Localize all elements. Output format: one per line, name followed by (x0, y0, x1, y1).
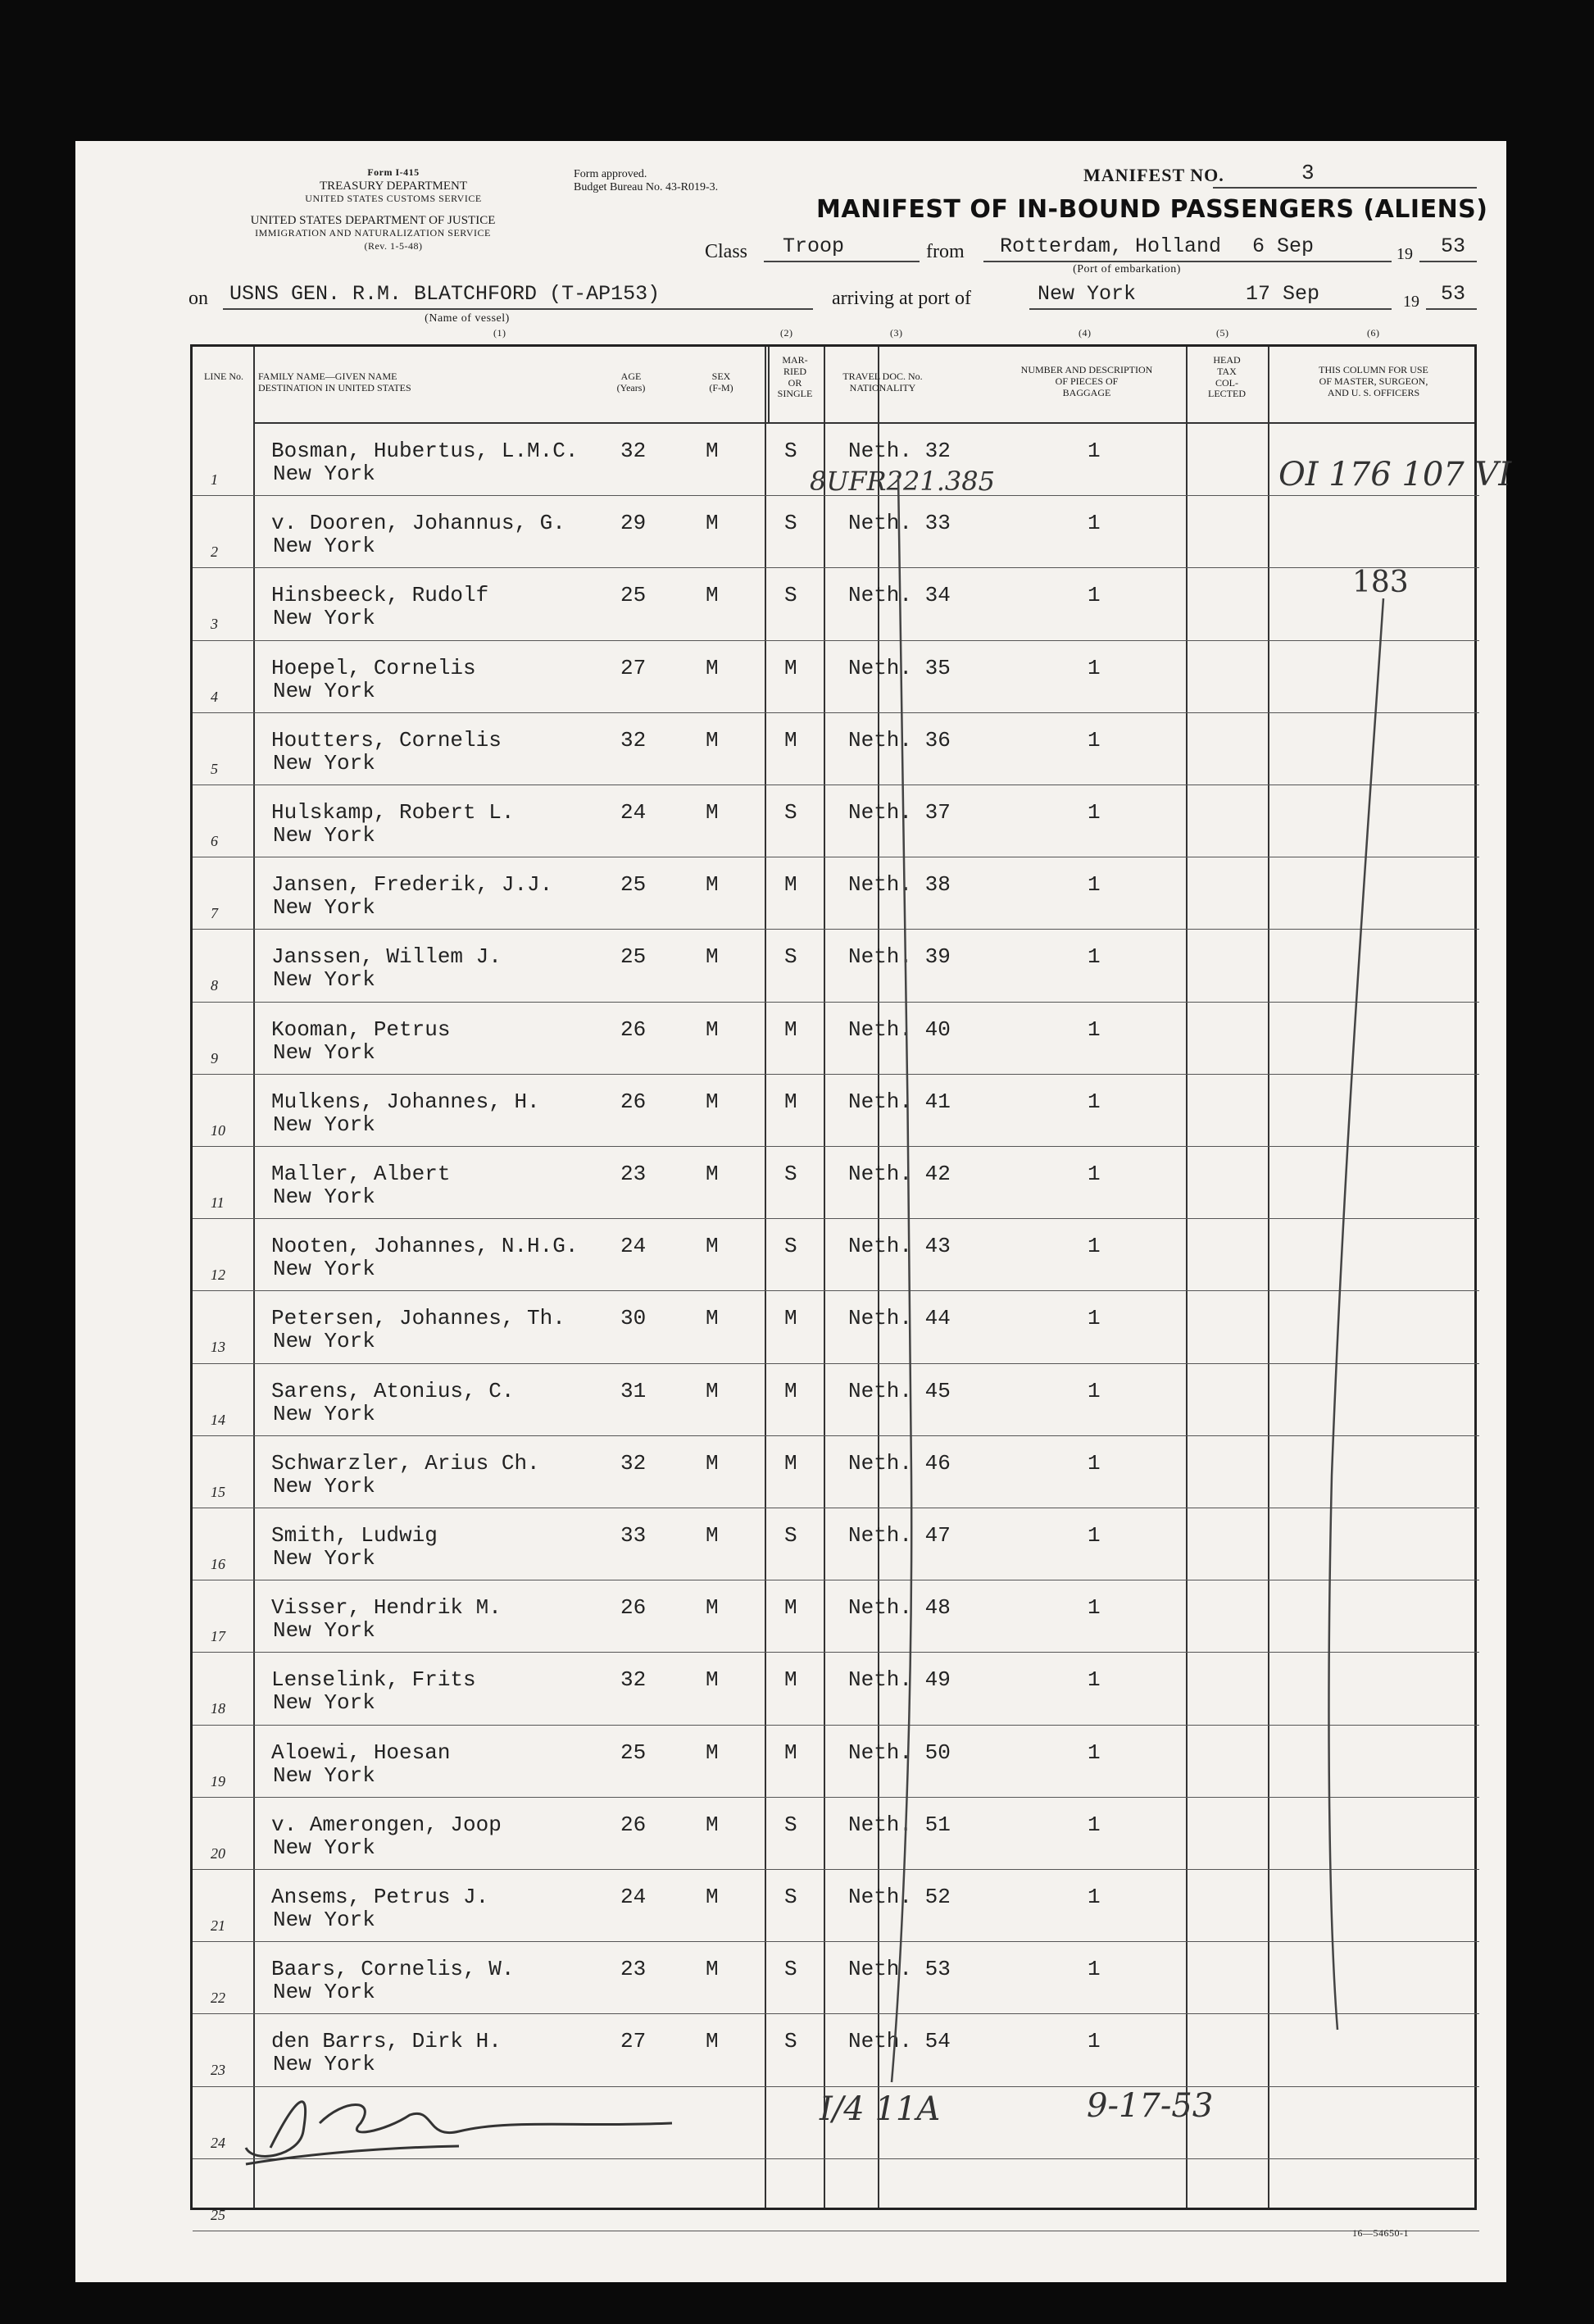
sex: M (706, 872, 719, 898)
immigration-service: IMMIGRATION AND NATURALIZATION SERVICE (255, 227, 491, 239)
table-row (193, 1870, 1479, 1942)
sex: M (706, 511, 719, 536)
destination: New York (273, 1039, 375, 1065)
table-row (193, 1726, 1479, 1798)
age: 25 (620, 1740, 647, 1765)
col-header-doc: TRAVEL DOC. No. NATIONALITY (842, 371, 923, 393)
destination: New York (273, 1401, 375, 1426)
marital-status: M (784, 872, 797, 898)
destination: New York (273, 1257, 375, 1282)
marital-status: M (784, 1667, 797, 1693)
handwritten-officer-number: 183 (1352, 566, 1409, 599)
arrival-year-line (1426, 308, 1477, 310)
baggage-count: 1 (1088, 2029, 1101, 2054)
from-label: from (926, 241, 965, 262)
passenger-name: Jansen, Frederik, J.J. (271, 872, 553, 898)
passenger-name: Kooman, Petrus (271, 1016, 451, 1042)
sex: M (706, 1812, 719, 1837)
passenger-name: Maller, Albert (271, 1162, 451, 1186)
travel-doc: Neth. 49 (848, 1667, 951, 1693)
arriving-label: arriving at port of (832, 288, 971, 309)
destination: New York (273, 1835, 375, 1860)
marital-status: M (784, 1450, 797, 1476)
passenger-name: Hinsbeeck, Rudolf (271, 583, 489, 608)
sex: M (706, 1162, 719, 1186)
line-number: 12 (211, 1267, 225, 1284)
table-row (193, 1508, 1479, 1580)
line-number: 5 (211, 760, 218, 777)
footer-code: 16—54650-1 (1352, 2227, 1409, 2239)
table-row (193, 641, 1479, 713)
travel-doc: Neth. 32 (848, 439, 951, 463)
line-number: 3 (211, 616, 218, 633)
age: 26 (620, 1016, 647, 1042)
baggage-count: 1 (1088, 727, 1101, 753)
table-row (193, 2014, 1479, 2086)
col-header-married: MAR- RIED OR SINGLE (777, 354, 813, 400)
line-number: 24 (211, 2134, 225, 2151)
on-label: on (188, 288, 208, 309)
marital-status: S (784, 944, 797, 970)
marital-status: S (784, 1523, 797, 1548)
destination: New York (273, 1473, 375, 1499)
from-year-line (1419, 261, 1477, 262)
line-number: 15 (211, 1483, 225, 1500)
age: 25 (620, 872, 647, 898)
sex: M (706, 1450, 719, 1476)
sex: M (706, 1667, 719, 1693)
destination: New York (273, 750, 375, 775)
col-num-6: (6) (1367, 327, 1380, 339)
arrival-year-prefix: 19 (1403, 293, 1419, 311)
travel-doc: Neth. 34 (848, 583, 951, 608)
age: 32 (620, 1667, 647, 1693)
travel-doc: Neth. 48 (848, 1595, 951, 1621)
col-header-age: AGE (Years) (616, 371, 646, 393)
page-title: MANIFEST OF IN-BOUND PASSENGERS (ALIENS) (816, 195, 1488, 224)
travel-doc: Neth. 54 (848, 2029, 951, 2054)
destination: New York (273, 534, 375, 559)
sex: M (706, 1306, 719, 1331)
baggage-count: 1 (1088, 1234, 1101, 1259)
age: 32 (620, 1450, 647, 1476)
baggage-count: 1 (1088, 1812, 1101, 1837)
sex: M (706, 583, 719, 608)
age: 32 (620, 439, 647, 463)
table-row (193, 857, 1479, 930)
sex: M (706, 1740, 719, 1765)
table-row (193, 1291, 1479, 1363)
col-header-officers: THIS COLUMN FOR USE OF MASTER, SURGEON, AND U. S. OFFICERS (1319, 364, 1428, 398)
passenger-name: Aloewi, Hoesan (271, 1740, 451, 1765)
baggage-count: 1 (1088, 1378, 1101, 1403)
col-header-baggage: NUMBER AND DESCRIPTION OF PIECES OF BAGGAGE (1020, 364, 1153, 398)
table-row (193, 713, 1479, 785)
line-number: 21 (211, 1917, 225, 1934)
vessel-line (223, 308, 813, 310)
arrival-year: 53 (1441, 282, 1466, 306)
baggage-count: 1 (1088, 1089, 1101, 1114)
travel-doc: Neth. 46 (848, 1450, 951, 1476)
marital-status: S (784, 2029, 797, 2054)
baggage-count: 1 (1088, 1957, 1101, 1982)
table-row (193, 1075, 1479, 1147)
from-year: 53 (1441, 234, 1466, 258)
travel-doc: Neth. 35 (848, 655, 951, 680)
sex: M (706, 1234, 719, 1259)
line-number: 1 (211, 471, 218, 488)
travel-doc: Neth. 43 (848, 1234, 951, 1259)
travel-doc: Neth. 51 (848, 1812, 951, 1837)
col-num-5: (5) (1216, 327, 1229, 339)
baggage-count: 1 (1088, 583, 1101, 608)
marital-status: M (784, 1306, 797, 1331)
vessel-name: USNS GEN. R.M. BLATCHFORD (T-AP153) (229, 282, 661, 306)
line-number: 16 (211, 1556, 225, 1572)
col-header-line: LINE No. (204, 371, 243, 382)
table-row (193, 2159, 1479, 2231)
baggage-count: 1 (1088, 1740, 1101, 1765)
table-row (193, 1003, 1479, 1075)
baggage-count: 1 (1088, 439, 1101, 463)
table-row (193, 568, 1479, 640)
sex: M (706, 1957, 719, 1982)
destination: New York (273, 606, 375, 631)
baggage-count: 1 (1088, 872, 1101, 898)
age: 24 (620, 1234, 647, 1259)
marital-status: M (784, 1378, 797, 1403)
destination: New York (273, 967, 375, 993)
passenger-name: den Barrs, Dirk H. (271, 2029, 502, 2054)
baggage-count: 1 (1088, 1667, 1101, 1693)
destination: New York (273, 1908, 375, 1932)
destination: New York (273, 1185, 375, 1209)
marital-status: M (784, 1016, 797, 1042)
age: 31 (620, 1378, 647, 1403)
marital-status: M (784, 1595, 797, 1621)
line-number: 25 (211, 2206, 225, 2223)
destination: New York (273, 2052, 375, 2077)
destination: New York (273, 678, 375, 703)
line-number: 23 (211, 2062, 225, 2079)
table-row (193, 930, 1479, 1002)
age: 29 (620, 511, 647, 536)
passenger-name: Schwarzler, Arius Ch. (271, 1450, 540, 1476)
passenger-name: Hoepel, Cornelis (271, 655, 476, 680)
age: 25 (620, 944, 647, 970)
col-num-4: (4) (1079, 327, 1092, 339)
handwritten-signature-note: I/4 11A (820, 2090, 941, 2128)
table-row (193, 1580, 1479, 1653)
passenger-name: Houtters, Cornelis (271, 727, 502, 753)
table-row (193, 1147, 1479, 1219)
marital-status: S (784, 1957, 797, 1982)
vessel-label: (Name of vessel) (425, 312, 510, 325)
table-row (193, 1436, 1479, 1508)
manifest-no-value: 3 (1301, 161, 1315, 185)
sex: M (706, 1523, 719, 1548)
col-header-tax: HEAD TAX COL- LECTED (1208, 354, 1246, 400)
age: 33 (620, 1523, 647, 1548)
handwritten-doc-number: 8UFR221.385 (810, 466, 995, 497)
table-row (193, 1798, 1479, 1870)
line-number: 7 (211, 905, 218, 922)
line-number: 2 (211, 543, 218, 561)
marital-status: S (784, 1885, 797, 1909)
line-number: 10 (211, 1121, 225, 1139)
sex: M (706, 1016, 719, 1042)
marital-status: S (784, 1162, 797, 1186)
col-num-2: (2) (780, 327, 793, 339)
travel-doc: Neth. 44 (848, 1306, 951, 1331)
age: 23 (620, 1162, 647, 1186)
passenger-name: Petersen, Johannes, Th. (271, 1306, 565, 1331)
class-line (764, 261, 920, 262)
passenger-table (190, 344, 1477, 2223)
table-row (193, 1219, 1479, 1291)
arrival-date: 17 Sep (1246, 282, 1320, 306)
marital-status: S (784, 583, 797, 608)
marital-status: M (784, 1089, 797, 1114)
sex: M (706, 655, 719, 680)
travel-doc: Neth. 39 (848, 944, 951, 970)
passenger-name: Ansems, Petrus J. (271, 1885, 489, 1909)
line-number: 11 (211, 1194, 225, 1211)
age: 25 (620, 583, 647, 608)
col-header-name: FAMILY NAME—GIVEN NAME DESTINATION IN UNITED STATES (258, 371, 411, 393)
arrival-line (1029, 308, 1392, 310)
travel-doc: Neth. 42 (848, 1162, 951, 1186)
line-number: 13 (211, 1339, 225, 1356)
travel-doc: Neth. 37 (848, 800, 951, 825)
marital-status: S (784, 800, 797, 825)
baggage-count: 1 (1088, 511, 1101, 536)
age: 24 (620, 800, 647, 825)
line-number: 19 (211, 1772, 225, 1790)
destination: New York (273, 1762, 375, 1788)
col-header-sex: SEX (F-M) (709, 371, 733, 393)
passenger-name: Nooten, Johannes, N.H.G. (271, 1234, 579, 1259)
manifest-no-label: MANIFEST NO. (1083, 165, 1224, 185)
age: 24 (620, 1885, 647, 1909)
travel-doc: Neth. 41 (848, 1089, 951, 1114)
destination: New York (273, 1690, 375, 1716)
line-number: 17 (211, 1628, 225, 1645)
marital-status: S (784, 511, 797, 536)
passenger-name: Janssen, Willem J. (271, 944, 502, 970)
marital-status: S (784, 439, 797, 463)
baggage-count: 1 (1088, 1306, 1101, 1331)
age: 23 (620, 1957, 647, 1982)
line-number: 22 (211, 1990, 225, 2007)
baggage-count: 1 (1088, 1523, 1101, 1548)
sex: M (706, 800, 719, 825)
destination: New York (273, 462, 375, 486)
line-number: 4 (211, 688, 218, 705)
budget-bureau: Budget Bureau No. 43-R019-3. (574, 181, 719, 193)
marital-status: M (784, 727, 797, 753)
age: 27 (620, 655, 647, 680)
treasury-department: TREASURY DEPARTMENT (319, 180, 468, 193)
from-value: Rotterdam, Holland (1000, 234, 1222, 258)
age: 26 (620, 1812, 647, 1837)
sex: M (706, 1595, 719, 1621)
line-number: 9 (211, 1049, 218, 1066)
passenger-name: Hulskamp, Robert L. (271, 800, 515, 825)
baggage-count: 1 (1088, 655, 1101, 680)
from-date: 6 Sep (1252, 234, 1315, 258)
line-number: 18 (211, 1700, 225, 1717)
baggage-count: 1 (1088, 1162, 1101, 1186)
sex: M (706, 439, 719, 463)
line-number: 8 (211, 977, 218, 994)
sex: M (706, 1885, 719, 1909)
col-num-3: (3) (890, 327, 903, 339)
age: 32 (620, 727, 647, 753)
age: 30 (620, 1306, 647, 1331)
form-revision: (Rev. 1-5-48) (364, 240, 423, 252)
marital-status: S (784, 1234, 797, 1259)
passenger-name: Mulkens, Johannes, H. (271, 1089, 540, 1114)
sex: M (706, 727, 719, 753)
baggage-count: 1 (1088, 944, 1101, 970)
baggage-count: 1 (1088, 1450, 1101, 1476)
marital-status: M (784, 1740, 797, 1765)
customs-service: UNITED STATES CUSTOMS SERVICE (305, 193, 482, 204)
class-label: Class (705, 241, 748, 262)
travel-doc: Neth. 33 (848, 511, 951, 536)
age: 26 (620, 1089, 647, 1114)
table-row (193, 496, 1479, 568)
destination: New York (273, 1618, 375, 1644)
baggage-count: 1 (1088, 1016, 1101, 1042)
travel-doc: Neth. 50 (848, 1740, 951, 1765)
passenger-name: Bosman, Hubertus, L.M.C. (271, 439, 579, 463)
passenger-name: v. Amerongen, Joop (271, 1812, 502, 1837)
travel-doc: Neth. 38 (848, 872, 951, 898)
travel-doc: Neth. 45 (848, 1378, 951, 1403)
travel-doc: Neth. 52 (848, 1885, 951, 1909)
passenger-name: Smith, Ludwig (271, 1523, 438, 1548)
baggage-count: 1 (1088, 800, 1101, 825)
age: 26 (620, 1595, 647, 1621)
passenger-name: Baars, Cornelis, W. (271, 1957, 515, 1982)
line-number: 6 (211, 833, 218, 849)
form-number: Form I-415 (367, 166, 420, 178)
baggage-count: 1 (1088, 1885, 1101, 1909)
destination: New York (273, 1546, 375, 1571)
table-row (193, 785, 1479, 857)
class-value: Troop (783, 234, 845, 258)
baggage-count: 1 (1088, 1595, 1101, 1621)
sex: M (706, 944, 719, 970)
form-approved: Form approved. (574, 168, 647, 180)
sex: M (706, 1089, 719, 1114)
destination: New York (273, 823, 375, 848)
from-year-prefix: 19 (1396, 245, 1413, 263)
manifest-no-line (1213, 187, 1477, 189)
table-row (193, 1653, 1479, 1725)
port-embark-label: (Port of embarkation) (1073, 263, 1181, 275)
table-row (193, 1942, 1479, 2014)
arrival-port: New York (1038, 282, 1137, 306)
sex: M (706, 2029, 719, 2054)
table-row (193, 1364, 1479, 1436)
col-num-1: (1) (493, 327, 506, 339)
age: 27 (620, 2029, 647, 2054)
line-number: 20 (211, 1844, 225, 1862)
department-of-justice: UNITED STATES DEPARTMENT OF JUSTICE (250, 214, 496, 227)
destination: New York (273, 1329, 375, 1354)
passenger-name: v. Dooren, Johannus, G. (271, 511, 565, 536)
destination: New York (273, 895, 375, 921)
line-number: 14 (211, 1411, 225, 1428)
passenger-name: Sarens, Atonius, C. (271, 1378, 515, 1403)
destination: New York (273, 1112, 375, 1137)
marital-status: S (784, 1812, 797, 1837)
from-line (983, 261, 1392, 262)
passenger-name: Lenselink, Frits (271, 1667, 476, 1693)
sex: M (706, 1378, 719, 1403)
marital-status: M (784, 655, 797, 680)
travel-doc: Neth. 40 (848, 1016, 951, 1042)
destination: New York (273, 1980, 375, 2005)
travel-doc: Neth. 47 (848, 1523, 951, 1548)
passenger-name: Visser, Hendrik M. (271, 1595, 502, 1621)
handwritten-date: 9-17-53 (1087, 2087, 1214, 2125)
travel-doc: Neth. 53 (848, 1957, 951, 1982)
handwritten-officer-code: OI 176 107 VI (1278, 456, 1512, 493)
travel-doc: Neth. 36 (848, 727, 951, 753)
